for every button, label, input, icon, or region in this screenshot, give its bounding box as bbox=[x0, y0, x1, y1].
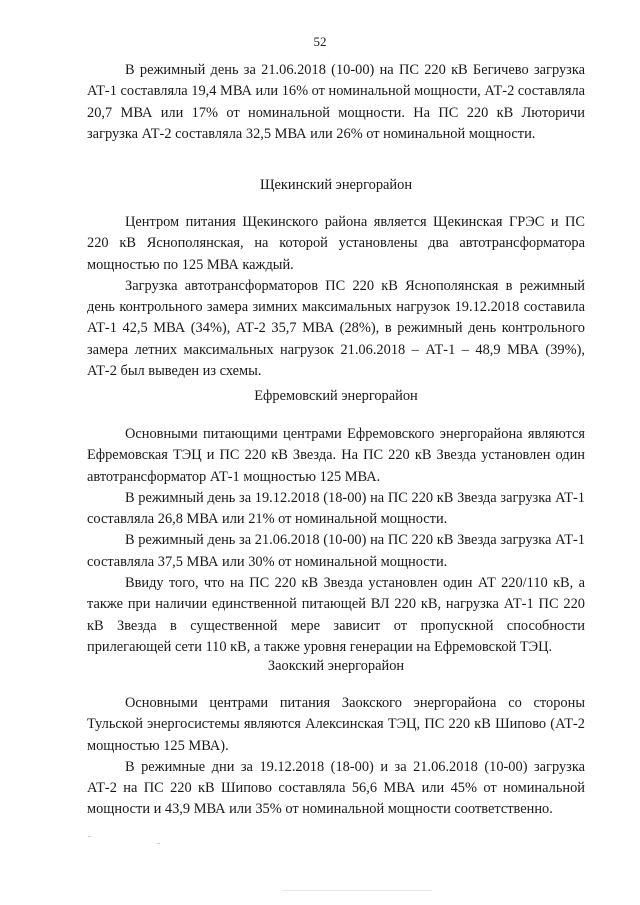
paragraph: Основными центрами питания Заокского энергорайона со стороны Тульской энергосистемы являются Алексинская ТЭЦ, ПС 220 кВ Шипово (АТ-2 мощностью 125 МВА). bbox=[87, 695, 585, 754]
paragraph: Ввиду того, что на ПС 220 кВ Звезда установлен один АТ 220/110 кВ, а также при наличии единственной питающей ВЛ 220 кВ, нагрузка АТ-1 ПС 220 кВ Звезда в существенной мере зависит от пропускной способности прилегающей сети 110 кВ, а также уровня генерации на Ефремовской ТЭЦ. bbox=[87, 575, 585, 655]
paragraph: В режимные дни за 19.12.2018 (18-00) и за 21.06.2018 (10-00) загрузка АТ-2 на ПС 220 кВ Шипово составляла 56,6 МВА или 45% от номинальной мощности и 43,9 МВА или 35% от номинальной мощности соответственно. bbox=[87, 758, 585, 818]
section-text-block bbox=[87, 424, 585, 658]
paragraph: В режимный день за 21.06.2018 (10-00) на ПС 220 кВ Бегичево загрузка АТ-1 составляла 19,4 МВА или 16% от номинальной мощности, АТ-2 составляла 20,7 МВА или 17% от номинальной мощности. На ПС 220 кВ Лютоpичи загрузка АТ-2 составляла 32,5 МВА или 26% от номинальной мощности. bbox=[87, 62, 586, 142]
section-heading: Заокский энергорайон bbox=[267, 658, 405, 674]
section-heading: Щекинский энергорайон bbox=[259, 177, 413, 193]
section-heading: Ефремовский энергорайон bbox=[254, 388, 418, 404]
scan-artifact bbox=[88, 836, 91, 837]
section-text-block bbox=[87, 212, 585, 382]
scan-artifact bbox=[157, 843, 160, 844]
section-text-block bbox=[87, 693, 585, 821]
paragraph: Основными питающими центрами Ефремовского энергорайона являются Ефремовская ТЭЦ и ПС 220 кВ Звезда. На ПС 220 кВ Звезда установлен один автотрансформатор АТ-1 мощностью 125 МВА. bbox=[87, 426, 585, 485]
paragraph: Центром питания Щекинского района является Щекинская ГРЭС и ПС 220 кВ Яснополянская, на которой установлены два автотрансформатора мощностью по 125 МВА каждый. bbox=[87, 214, 585, 273]
paragraph: Загрузка автотрансформаторов ПС 220 кВ Яснополянская в режимный день контрольного замера зимних максимальных нагрузок 19.12.2018 составила АТ-1 42,5 МВА (34%), АТ-2 35,7 МВА (28%), в режимный день контрольного замера летних максимальных нагрузок 21.06.2018 – АТ-1 – 48,9 МВА (39%), АТ-2 был выведен из схемы. bbox=[87, 277, 585, 380]
scan-artifact bbox=[282, 890, 432, 891]
intro-text-block bbox=[87, 60, 585, 145]
paragraph: В режимный день за 21.06.2018 (10-00) на ПС 220 кВ Звезда загрузка АТ-1 составляла 37,5 МВА или 30% от номинальной мощности. bbox=[87, 532, 585, 570]
paragraph: В режимный день за 19.12.2018 (18-00) на ПС 220 кВ Звезда загрузка АТ-1 составляла 26,8 МВА или 21% от номинальной мощности. bbox=[87, 489, 585, 528]
page-number: 52 bbox=[313, 34, 327, 49]
